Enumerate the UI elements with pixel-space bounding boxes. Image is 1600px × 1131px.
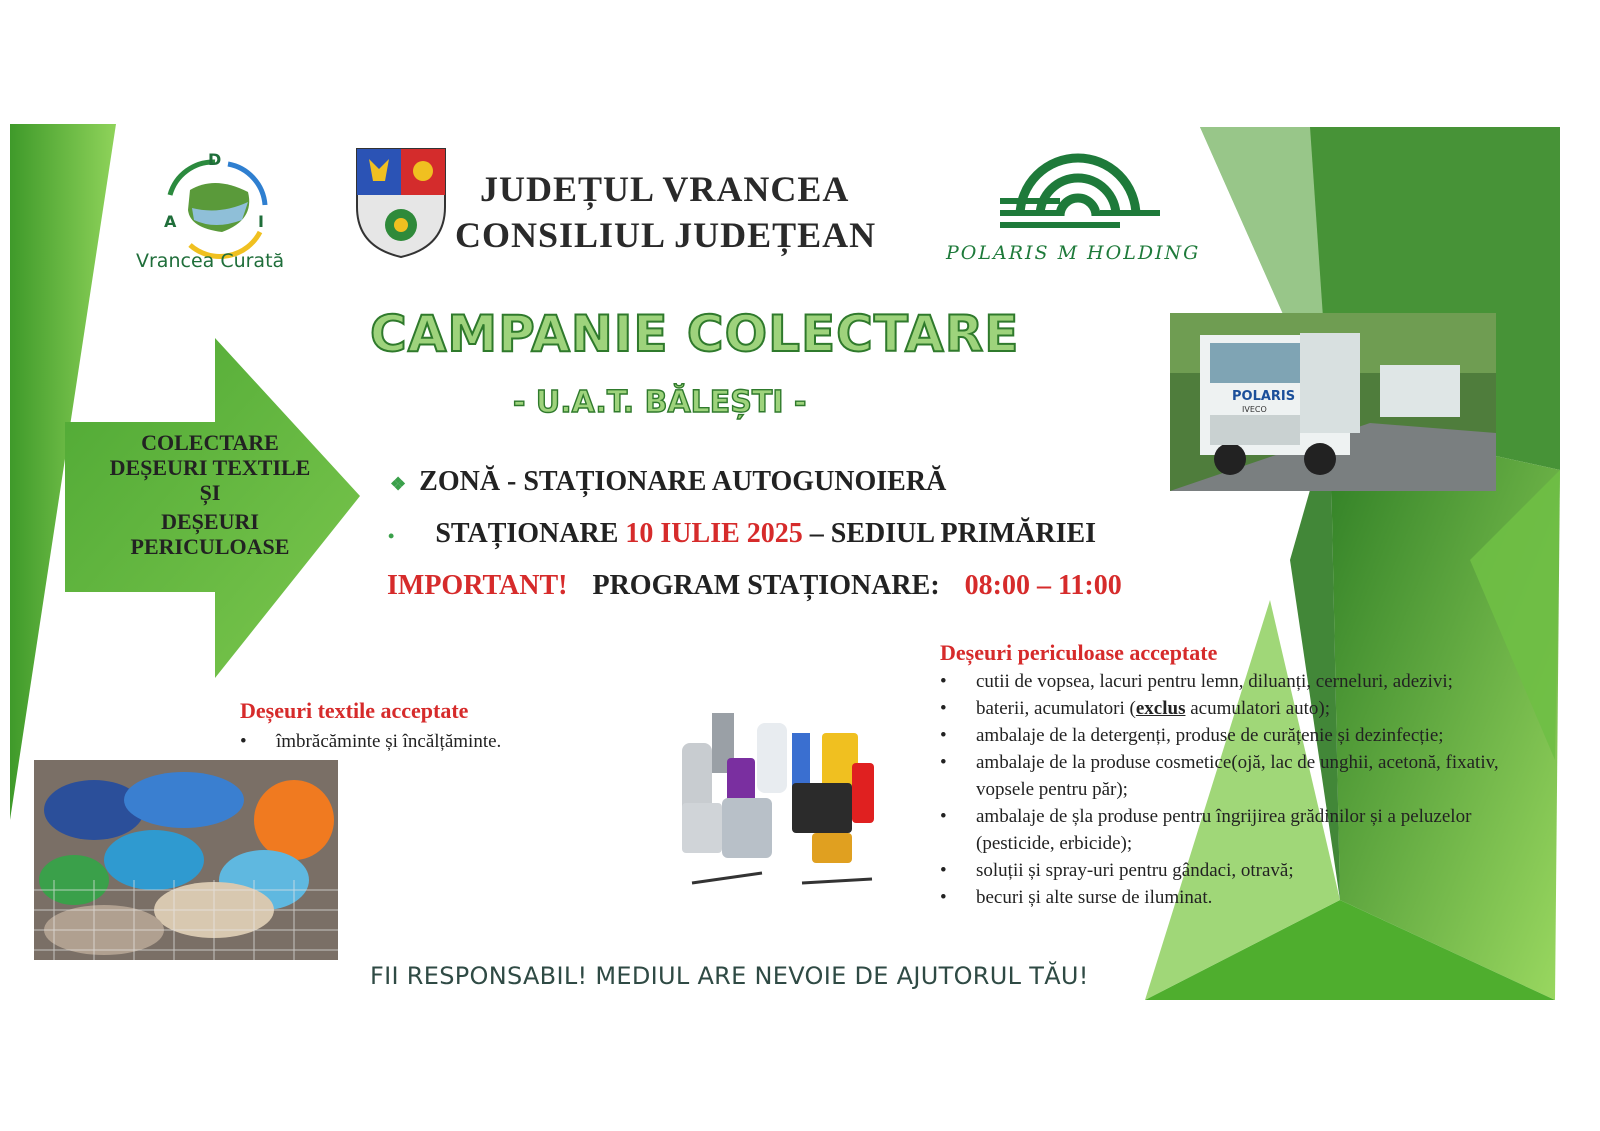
textile-item-text: îmbrăcăminte și încălțăminte.: [276, 731, 502, 752]
adi-logo: [130, 150, 300, 280]
program-line: [387, 570, 1122, 602]
textile-heading: Deșeuri textile acceptate: [240, 698, 469, 723]
list-bullet: •: [940, 725, 947, 746]
campaign-title: CAMPANIE COLECTARE: [370, 305, 1020, 363]
county-coat-of-arms: [355, 147, 447, 264]
truck-sub: IVECO: [1242, 405, 1267, 414]
list-item: [240, 728, 580, 755]
list-item: [940, 749, 1540, 803]
header-council: CONSILIUL JUDEȚEAN: [455, 215, 877, 255]
station-line: [388, 518, 1096, 550]
station-date: 10 IULIE 2025: [625, 518, 803, 549]
hazard-list: [940, 668, 1540, 911]
hazard-item-text: ambalaje de la produse cosmetice(ojă, lac de unghii, acetonă, fixativ, vopsele pentru păr);: [976, 752, 1499, 800]
station-place: – SEDIUL PRIMĂRIEI: [809, 518, 1097, 549]
hazardous-products-photo: [672, 703, 892, 903]
hazard-item-text: ambalaje de șla produse pentru îngrijirea grădinilor și a peluzelor (pesticide, erbicide);: [976, 806, 1472, 854]
hazard-item-text: ambalaje de la detergenți, produse de curățenie și dezinfecție;: [976, 725, 1444, 746]
list-item: [940, 668, 1540, 695]
program-label: PROGRAM STAȚIONARE:: [592, 570, 940, 601]
list-item: [940, 884, 1540, 911]
list-bullet: •: [940, 671, 947, 692]
adi-letter-i: I: [258, 212, 264, 231]
battery-post: acumulatori auto);: [1185, 698, 1331, 719]
arrow-line-1: COLECTARE: [141, 430, 279, 455]
campaign-subtitle: - U.A.T. BĂLEȘTI -: [513, 385, 807, 420]
list-bullet: •: [940, 887, 947, 908]
zone-bullet: ❖: [390, 474, 407, 494]
footer-slogan: FII RESPONSABIL! MEDIUL ARE NEVOIE DE AJUTORUL TĂU!: [370, 962, 1089, 990]
list-bullet: •: [240, 731, 247, 752]
polaris-logo: [940, 146, 1220, 271]
polaris-logo-name: POLARIS M HOLDING: [946, 242, 1201, 264]
header-county: JUDEȚUL VRANCEA: [480, 169, 850, 209]
arrow-line-2: DEȘEURI TEXTILE: [109, 455, 311, 480]
textile-list: [240, 728, 580, 755]
arrow-line-4: DEȘEURI: [161, 509, 259, 534]
arrow-line-3: ȘI: [199, 480, 221, 505]
battery-pre: baterii, acumulatori (: [976, 698, 1136, 719]
important-label: IMPORTANT!: [387, 570, 568, 601]
station-bullet: •: [388, 526, 395, 546]
list-item: [940, 803, 1540, 857]
list-item: [940, 722, 1540, 749]
zone-line: [390, 466, 946, 498]
list-item: [940, 857, 1540, 884]
hazard-item-text: soluții și spray-uri pentru gândaci, otravă;: [976, 860, 1294, 881]
adi-logo-name: Vrancea Curată: [136, 250, 285, 272]
adi-letter-a: A: [164, 212, 177, 231]
hazard-item-text: cutii de vopsea, lacuri pentru lemn, diluanți, cerneluri, adezivi;: [976, 671, 1453, 692]
adi-letter-d: D: [208, 150, 222, 169]
battery-exclus: exclus: [1135, 698, 1186, 719]
station-label: STAȚIONARE: [435, 518, 619, 549]
arrow-label: [75, 430, 345, 559]
textile-pile-photo: [34, 760, 338, 960]
hazard-item-text: becuri și alte surse de iluminat.: [976, 887, 1213, 908]
zone-text: ZONĂ - STAȚIONARE AUTOGUNOIERĂ: [419, 466, 947, 497]
truck-badge: POLARIS: [1232, 389, 1296, 404]
arrow-line-5: PERICULOASE: [130, 534, 290, 559]
list-bullet: •: [940, 752, 947, 773]
garbage-truck-photo: [1170, 313, 1496, 491]
hazard-heading: Deșeuri periculoase acceptate: [940, 640, 1218, 665]
list-item: [940, 695, 1540, 722]
list-bullet: •: [940, 806, 947, 827]
list-bullet: •: [940, 860, 947, 881]
list-bullet: •: [940, 698, 947, 719]
program-time: 08:00 – 11:00: [964, 570, 1122, 601]
